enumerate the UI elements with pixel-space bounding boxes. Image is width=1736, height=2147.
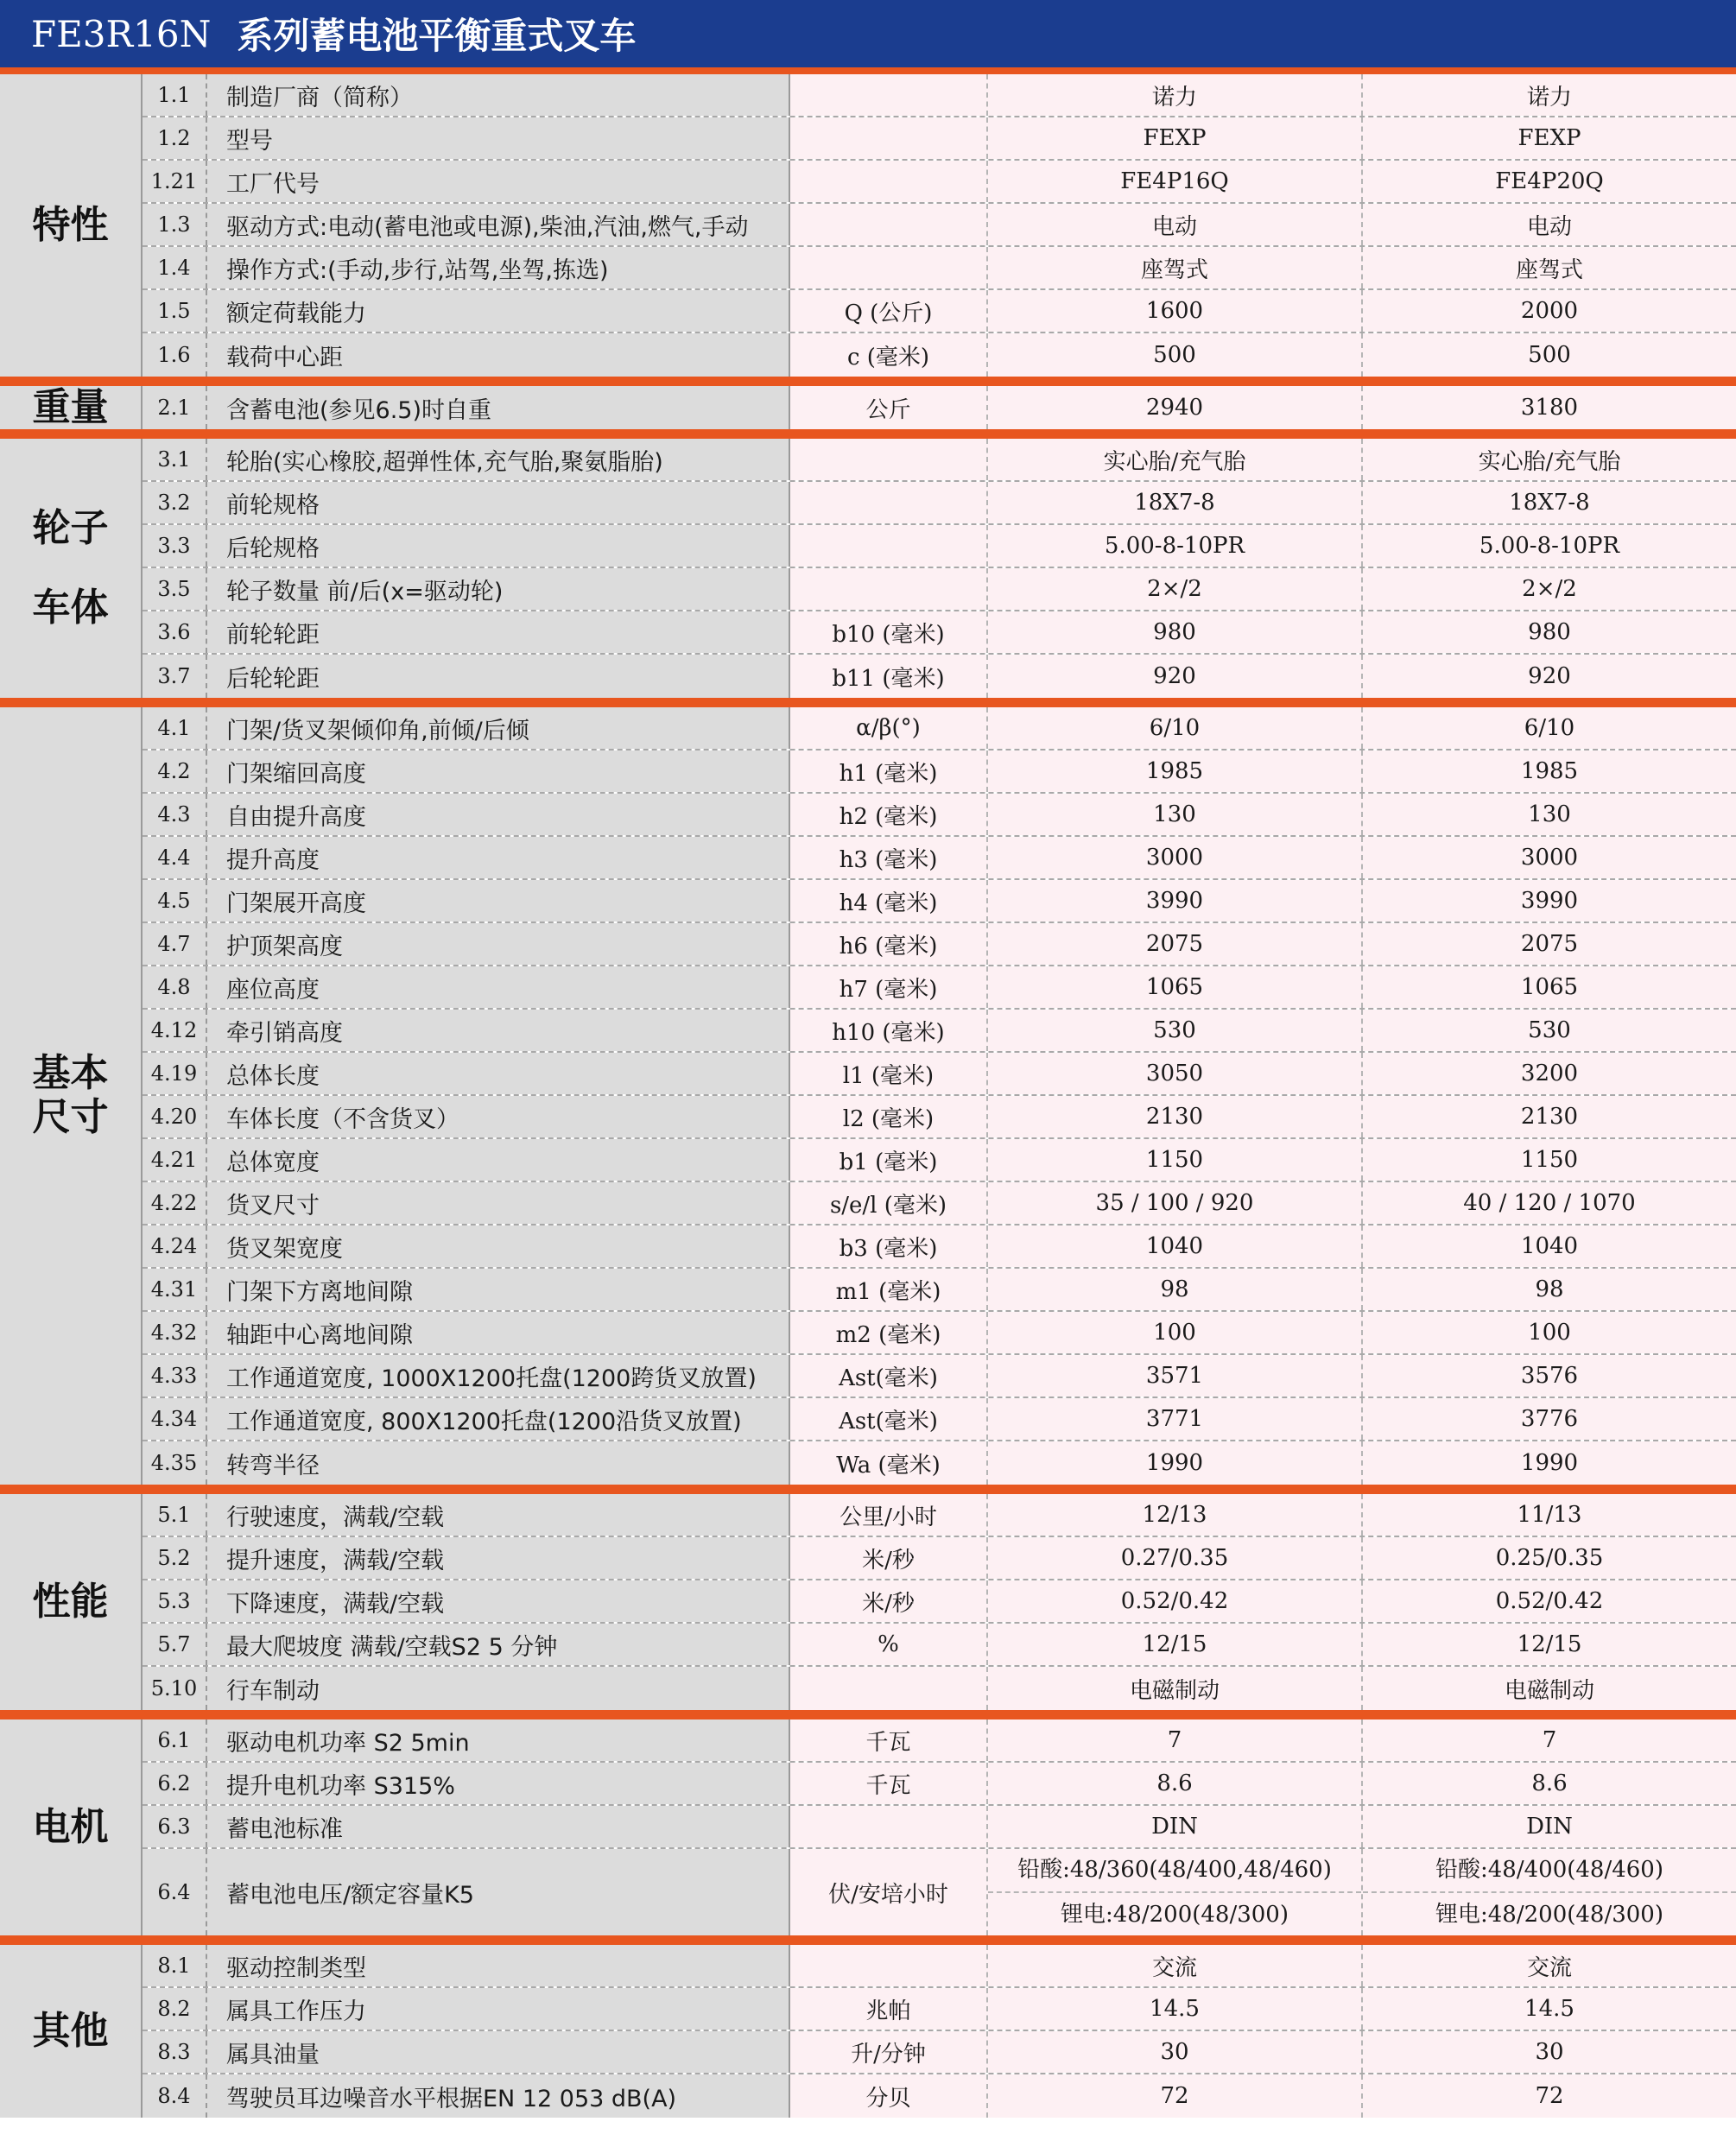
item-unit: 米/秒	[790, 1537, 988, 1579]
item-number: 4.33	[143, 1355, 207, 1396]
item-label: 蓄电池标准	[207, 1806, 790, 1847]
value-model-2: 座驾式	[1363, 247, 1736, 288]
item-unit	[790, 204, 988, 245]
item-unit: b3 (毫米)	[790, 1226, 988, 1267]
table-row	[143, 1945, 1736, 1988]
item-label: 后轮规格	[207, 525, 790, 567]
value-model-2: 3776	[1363, 1398, 1736, 1440]
value-model-1: FEXP	[988, 117, 1363, 159]
item-label: 工厂代号	[207, 161, 790, 202]
item-unit: 分贝	[790, 2074, 988, 2118]
table-row	[143, 611, 1736, 655]
item-unit	[790, 1667, 988, 1710]
item-unit: %	[790, 1624, 988, 1665]
value-model-1: 6/10	[988, 707, 1363, 749]
item-unit: l2 (毫米)	[790, 1096, 988, 1137]
item-label: 工作通道宽度, 1000X1200托盘(1200跨货叉放置)	[207, 1355, 790, 1396]
table-row	[143, 1053, 1736, 1096]
table-row	[143, 247, 1736, 290]
item-number: 1.2	[143, 117, 207, 159]
table-row	[143, 794, 1736, 837]
table-row	[143, 1624, 1736, 1667]
value-model-1: 2130	[988, 1096, 1363, 1137]
value-model-1: 980	[988, 611, 1363, 653]
item-number: 1.5	[143, 290, 207, 332]
category-label: 电机	[0, 1720, 143, 1935]
item-number: 4.7	[143, 923, 207, 965]
value-model-1: 14.5	[988, 1988, 1363, 2030]
value-model-2: 18X7-8	[1363, 482, 1736, 523]
table-row	[143, 1580, 1736, 1624]
value-model-1: 530	[988, 1010, 1363, 1051]
item-label: 制造厂商（简称）	[207, 74, 790, 116]
item-unit: 升/分钟	[790, 2031, 988, 2073]
value-model-2: 交流	[1363, 1945, 1736, 1986]
item-number: 1.3	[143, 204, 207, 245]
item-label: 货叉架宽度	[207, 1226, 790, 1267]
value-model-1: FE4P16Q	[988, 161, 1363, 202]
table-row	[143, 1806, 1736, 1849]
spec-section	[0, 1494, 1736, 1720]
item-label: 蓄电池电压/额定容量K5	[207, 1849, 790, 1935]
item-number: 4.4	[143, 837, 207, 878]
item-label: 护顶架高度	[207, 923, 790, 965]
value-model-1: 0.52/0.42	[988, 1580, 1363, 1622]
item-number: 4.2	[143, 750, 207, 792]
item-unit: b11 (毫米)	[790, 655, 988, 698]
item-number: 4.32	[143, 1312, 207, 1353]
item-label: 驱动控制类型	[207, 1945, 790, 1986]
spec-section	[0, 74, 1736, 386]
item-number: 4.12	[143, 1010, 207, 1051]
category-label: 特性	[0, 74, 143, 377]
item-number: 3.6	[143, 611, 207, 653]
table-row	[143, 290, 1736, 333]
value-model-2: 2130	[1363, 1096, 1736, 1137]
item-number: 3.7	[143, 655, 207, 698]
item-number: 4.19	[143, 1053, 207, 1094]
item-unit: m1 (毫米)	[790, 1269, 988, 1310]
table-row	[143, 1849, 1736, 1935]
value-model-2: 14.5	[1363, 1988, 1736, 2030]
item-unit: h10 (毫米)	[790, 1010, 988, 1051]
item-number: 4.22	[143, 1182, 207, 1224]
value-model-1: 2940	[988, 386, 1363, 429]
value-model-1: 100	[988, 1312, 1363, 1353]
item-label: 含蓄电池(参见6.5)时自重	[207, 386, 790, 429]
value-model-2: 12/15	[1363, 1624, 1736, 1665]
table-row	[143, 1667, 1736, 1710]
item-number: 5.1	[143, 1494, 207, 1536]
item-label: 转弯半径	[207, 1441, 790, 1485]
value-model-2: 5.00-8-10PR	[1363, 525, 1736, 567]
value-model-1: 130	[988, 794, 1363, 835]
item-label: 门架下方离地间隙	[207, 1269, 790, 1310]
table-row	[143, 439, 1736, 482]
item-label: 型号	[207, 117, 790, 159]
item-number: 2.1	[143, 386, 207, 429]
value-model-2: 7	[1363, 1720, 1736, 1761]
item-unit: 公里/小时	[790, 1494, 988, 1536]
item-number: 8.2	[143, 1988, 207, 2030]
value-model-1: 7	[988, 1720, 1363, 1761]
value-model-2: FEXP	[1363, 117, 1736, 159]
value-model-1: 座驾式	[988, 247, 1363, 288]
value-model-1: 1065	[988, 966, 1363, 1008]
value-model-2: 1985	[1363, 750, 1736, 792]
item-unit: Q (公斤)	[790, 290, 988, 332]
value-model-1: 30	[988, 2031, 1363, 2073]
item-label: 货叉尺寸	[207, 1182, 790, 1224]
item-unit: h6 (毫米)	[790, 923, 988, 965]
item-label: 提升速度，满载/空载	[207, 1537, 790, 1579]
item-number: 3.5	[143, 568, 207, 610]
value-model-1: 电动	[988, 204, 1363, 245]
item-unit: l1 (毫米)	[790, 1053, 988, 1094]
item-number: 5.2	[143, 1537, 207, 1579]
value-model-2: 诺力	[1363, 74, 1736, 116]
page-title: 系列蓄电池平衡重式叉车	[237, 15, 637, 57]
value-model-1: 12/13	[988, 1494, 1363, 1536]
value-model-1: 2×/2	[988, 568, 1363, 610]
value-model-2	[1363, 1849, 1736, 1935]
item-unit: α/β(°)	[790, 707, 988, 749]
item-unit: 千瓦	[790, 1720, 988, 1761]
item-number: 4.20	[143, 1096, 207, 1137]
model-code: FE3R16N	[31, 12, 212, 55]
table-row	[143, 204, 1736, 247]
table-row	[143, 1441, 1736, 1485]
table-row	[143, 482, 1736, 525]
item-unit: h3 (毫米)	[790, 837, 988, 878]
item-label: 行驶速度，满载/空载	[207, 1494, 790, 1536]
item-label: 属具油量	[207, 2031, 790, 2073]
item-unit: 伏/安培小时	[790, 1849, 988, 1935]
item-label: 轮子数量 前/后(x=驱动轮)	[207, 568, 790, 610]
value-model-2: 100	[1363, 1312, 1736, 1353]
item-number: 3.1	[143, 439, 207, 480]
category-label: 重量	[0, 386, 143, 429]
value-line: 铅酸:48/400(48/460)	[1435, 1857, 1663, 1883]
table-row	[143, 1139, 1736, 1182]
item-unit: c (毫米)	[790, 333, 988, 377]
value-model-1: 实心胎/充气胎	[988, 439, 1363, 480]
item-number: 6.2	[143, 1763, 207, 1804]
table-row	[143, 525, 1736, 568]
item-unit: 米/秒	[790, 1580, 988, 1622]
title-bar	[0, 0, 1736, 74]
value-model-1: 1150	[988, 1139, 1363, 1181]
value-model-2: 电动	[1363, 204, 1736, 245]
table-row	[143, 655, 1736, 698]
item-number: 4.31	[143, 1269, 207, 1310]
item-label: 驱动电机功率 S2 5min	[207, 1720, 790, 1761]
value-model-1: 8.6	[988, 1763, 1363, 1804]
value-model-1: 3771	[988, 1398, 1363, 1440]
item-number: 1.21	[143, 161, 207, 202]
table-row	[143, 923, 1736, 966]
item-label: 提升电机功率 S315%	[207, 1763, 790, 1804]
item-unit	[790, 1945, 988, 1986]
table-row	[143, 1537, 1736, 1580]
table-row	[143, 1720, 1736, 1763]
value-model-2: 0.25/0.35	[1363, 1537, 1736, 1579]
table-row	[143, 1096, 1736, 1139]
item-number: 8.4	[143, 2074, 207, 2118]
table-row	[143, 1988, 1736, 2031]
item-label: 行车制动	[207, 1667, 790, 1710]
item-number: 4.35	[143, 1441, 207, 1485]
item-label: 座位高度	[207, 966, 790, 1008]
item-unit	[790, 439, 988, 480]
value-line: 铅酸:48/360(48/400,48/460)	[1017, 1857, 1332, 1883]
item-label: 后轮轮距	[207, 655, 790, 698]
value-model-1	[988, 1849, 1363, 1935]
item-unit: h2 (毫米)	[790, 794, 988, 835]
table-row	[143, 1010, 1736, 1053]
value-model-2: 30	[1363, 2031, 1736, 2073]
item-number: 6.3	[143, 1806, 207, 1847]
value-model-1: 2075	[988, 923, 1363, 965]
value-model-2: 3576	[1363, 1355, 1736, 1396]
table-row	[143, 707, 1736, 750]
item-unit: b10 (毫米)	[790, 611, 988, 653]
item-unit	[790, 568, 988, 610]
table-row	[143, 880, 1736, 923]
item-number: 8.1	[143, 1945, 207, 1986]
item-number: 4.1	[143, 707, 207, 749]
item-number: 4.24	[143, 1226, 207, 1267]
value-model-2: DIN	[1363, 1806, 1736, 1847]
value-model-2: 1065	[1363, 966, 1736, 1008]
item-label: 牵引销高度	[207, 1010, 790, 1051]
item-label: 门架展开高度	[207, 880, 790, 922]
item-unit	[790, 247, 988, 288]
item-number: 1.4	[143, 247, 207, 288]
value-model-1: 98	[988, 1269, 1363, 1310]
item-unit	[790, 74, 988, 116]
value-model-1: 920	[988, 655, 1363, 698]
category-label: 轮子 车体	[0, 439, 143, 698]
value-model-2: 3200	[1363, 1053, 1736, 1094]
item-unit	[790, 161, 988, 202]
item-label: 属具工作压力	[207, 1988, 790, 2030]
table-row	[143, 1763, 1736, 1806]
value-model-1: 交流	[988, 1945, 1363, 1986]
spec-section	[0, 1945, 1736, 2118]
table-row	[143, 386, 1736, 429]
item-unit: Ast(毫米)	[790, 1355, 988, 1396]
item-unit	[790, 1806, 988, 1847]
spec-section	[0, 439, 1736, 707]
value-model-1: DIN	[988, 1806, 1363, 1847]
item-label: 轮胎(实心橡胶,超弹性体,充气胎,聚氨脂胎)	[207, 439, 790, 480]
table-row	[143, 1269, 1736, 1312]
item-number: 4.3	[143, 794, 207, 835]
value-model-2: 500	[1363, 333, 1736, 377]
value-model-1: 3000	[988, 837, 1363, 878]
item-label: 总体宽度	[207, 1139, 790, 1181]
value-model-1: 诺力	[988, 74, 1363, 116]
table-row	[143, 2074, 1736, 2118]
item-unit: h1 (毫米)	[790, 750, 988, 792]
value-model-2: 2075	[1363, 923, 1736, 965]
value-model-2: 实心胎/充气胎	[1363, 439, 1736, 480]
value-model-2: 8.6	[1363, 1763, 1736, 1804]
value-model-1: 1985	[988, 750, 1363, 792]
value-model-1: 18X7-8	[988, 482, 1363, 523]
value-model-2: 3990	[1363, 880, 1736, 922]
value-model-1: 3050	[988, 1053, 1363, 1094]
item-label: 下降速度，满载/空载	[207, 1580, 790, 1622]
value-model-2: 电磁制动	[1363, 1667, 1736, 1710]
table-row	[143, 333, 1736, 377]
value-model-2: 40 / 120 / 1070	[1363, 1182, 1736, 1224]
value-model-2: FE4P20Q	[1363, 161, 1736, 202]
item-number: 4.5	[143, 880, 207, 922]
value-model-1: 72	[988, 2074, 1363, 2118]
item-number: 4.21	[143, 1139, 207, 1181]
spec-section	[0, 707, 1736, 1494]
value-model-1: 0.27/0.35	[988, 1537, 1363, 1579]
value-model-2: 11/13	[1363, 1494, 1736, 1536]
item-number: 6.1	[143, 1720, 207, 1761]
item-number: 5.10	[143, 1667, 207, 1710]
item-label: 车体长度（不含货叉）	[207, 1096, 790, 1137]
value-model-1: 3571	[988, 1355, 1363, 1396]
item-unit	[790, 482, 988, 523]
item-number: 4.34	[143, 1398, 207, 1440]
item-unit: h4 (毫米)	[790, 880, 988, 922]
item-number: 8.3	[143, 2031, 207, 2073]
value-model-2: 1150	[1363, 1139, 1736, 1181]
value-line: 锂电:48/200(48/300)	[988, 1891, 1361, 1936]
value-model-1: 电磁制动	[988, 1667, 1363, 1710]
value-model-2: 0.52/0.42	[1363, 1580, 1736, 1622]
value-model-2: 130	[1363, 794, 1736, 835]
item-label: 提升高度	[207, 837, 790, 878]
category-label: 基本 尺寸	[0, 707, 143, 1485]
value-model-1: 35 / 100 / 920	[988, 1182, 1363, 1224]
value-model-1: 3990	[988, 880, 1363, 922]
table-row	[143, 966, 1736, 1010]
item-number: 5.7	[143, 1624, 207, 1665]
value-model-2: 2×/2	[1363, 568, 1736, 610]
item-unit: Ast(毫米)	[790, 1398, 988, 1440]
item-unit	[790, 117, 988, 159]
item-label: 载荷中心距	[207, 333, 790, 377]
table-row	[143, 161, 1736, 204]
value-model-1: 1990	[988, 1441, 1363, 1485]
item-label: 工作通道宽度, 800X1200托盘(1200沿货叉放置)	[207, 1398, 790, 1440]
item-unit: m2 (毫米)	[790, 1312, 988, 1353]
value-model-2: 3000	[1363, 837, 1736, 878]
table-row	[143, 1494, 1736, 1537]
table-row	[143, 568, 1736, 611]
item-number: 4.8	[143, 966, 207, 1008]
item-label: 前轮轮距	[207, 611, 790, 653]
item-unit: 千瓦	[790, 1763, 988, 1804]
value-model-2: 3180	[1363, 386, 1736, 429]
item-number: 5.3	[143, 1580, 207, 1622]
table-row	[143, 1226, 1736, 1269]
value-model-1: 500	[988, 333, 1363, 377]
value-model-1: 1040	[988, 1226, 1363, 1267]
item-label: 门架缩回高度	[207, 750, 790, 792]
category-label: 性能	[0, 1494, 143, 1710]
item-number: 6.4	[143, 1849, 207, 1935]
value-model-2: 530	[1363, 1010, 1736, 1051]
value-line: 锂电:48/200(48/300)	[1363, 1891, 1736, 1936]
spec-section	[0, 1720, 1736, 1945]
value-model-2: 980	[1363, 611, 1736, 653]
table-row	[143, 1182, 1736, 1226]
value-model-2: 920	[1363, 655, 1736, 698]
value-model-2: 6/10	[1363, 707, 1736, 749]
item-label: 驱动方式:电动(蓄电池或电源),柴油,汽油,燃气,手动	[207, 204, 790, 245]
value-model-1: 5.00-8-10PR	[988, 525, 1363, 567]
item-unit: s/e/l (毫米)	[790, 1182, 988, 1224]
table-row	[143, 837, 1736, 880]
table-row	[143, 2031, 1736, 2074]
item-number: 3.3	[143, 525, 207, 567]
value-model-2: 1990	[1363, 1441, 1736, 1485]
item-number: 1.1	[143, 74, 207, 116]
item-label: 前轮规格	[207, 482, 790, 523]
category-label: 其他	[0, 1945, 143, 2118]
item-label: 轴距中心离地间隙	[207, 1312, 790, 1353]
value-model-1: 12/15	[988, 1624, 1363, 1665]
table-row	[143, 1312, 1736, 1355]
spec-section	[0, 386, 1736, 439]
item-label: 门架/货叉架倾仰角,前倾/后倾	[207, 707, 790, 749]
item-number: 3.2	[143, 482, 207, 523]
item-label: 额定荷载能力	[207, 290, 790, 332]
item-label: 最大爬坡度 满载/空载S2 5 分钟	[207, 1624, 790, 1665]
item-label: 操作方式:(手动,步行,站驾,坐驾,拣选)	[207, 247, 790, 288]
item-label: 总体长度	[207, 1053, 790, 1094]
value-model-1: 1600	[988, 290, 1363, 332]
spec-table	[0, 74, 1736, 2118]
value-model-2: 1040	[1363, 1226, 1736, 1267]
value-model-2: 72	[1363, 2074, 1736, 2118]
item-label: 驾驶员耳边噪音水平根据EN 12 053 dB(A)	[207, 2074, 790, 2118]
table-row	[143, 117, 1736, 161]
table-row	[143, 1398, 1736, 1441]
item-unit: 兆帕	[790, 1988, 988, 2030]
item-unit: 公斤	[790, 386, 988, 429]
item-unit	[790, 525, 988, 567]
item-unit: Wa (毫米)	[790, 1441, 988, 1485]
item-unit: b1 (毫米)	[790, 1139, 988, 1181]
table-row	[143, 1355, 1736, 1398]
table-row	[143, 750, 1736, 794]
value-model-2: 98	[1363, 1269, 1736, 1310]
item-number: 1.6	[143, 333, 207, 377]
item-label: 自由提升高度	[207, 794, 790, 835]
value-model-2: 2000	[1363, 290, 1736, 332]
table-row	[143, 74, 1736, 117]
item-unit: h7 (毫米)	[790, 966, 988, 1008]
